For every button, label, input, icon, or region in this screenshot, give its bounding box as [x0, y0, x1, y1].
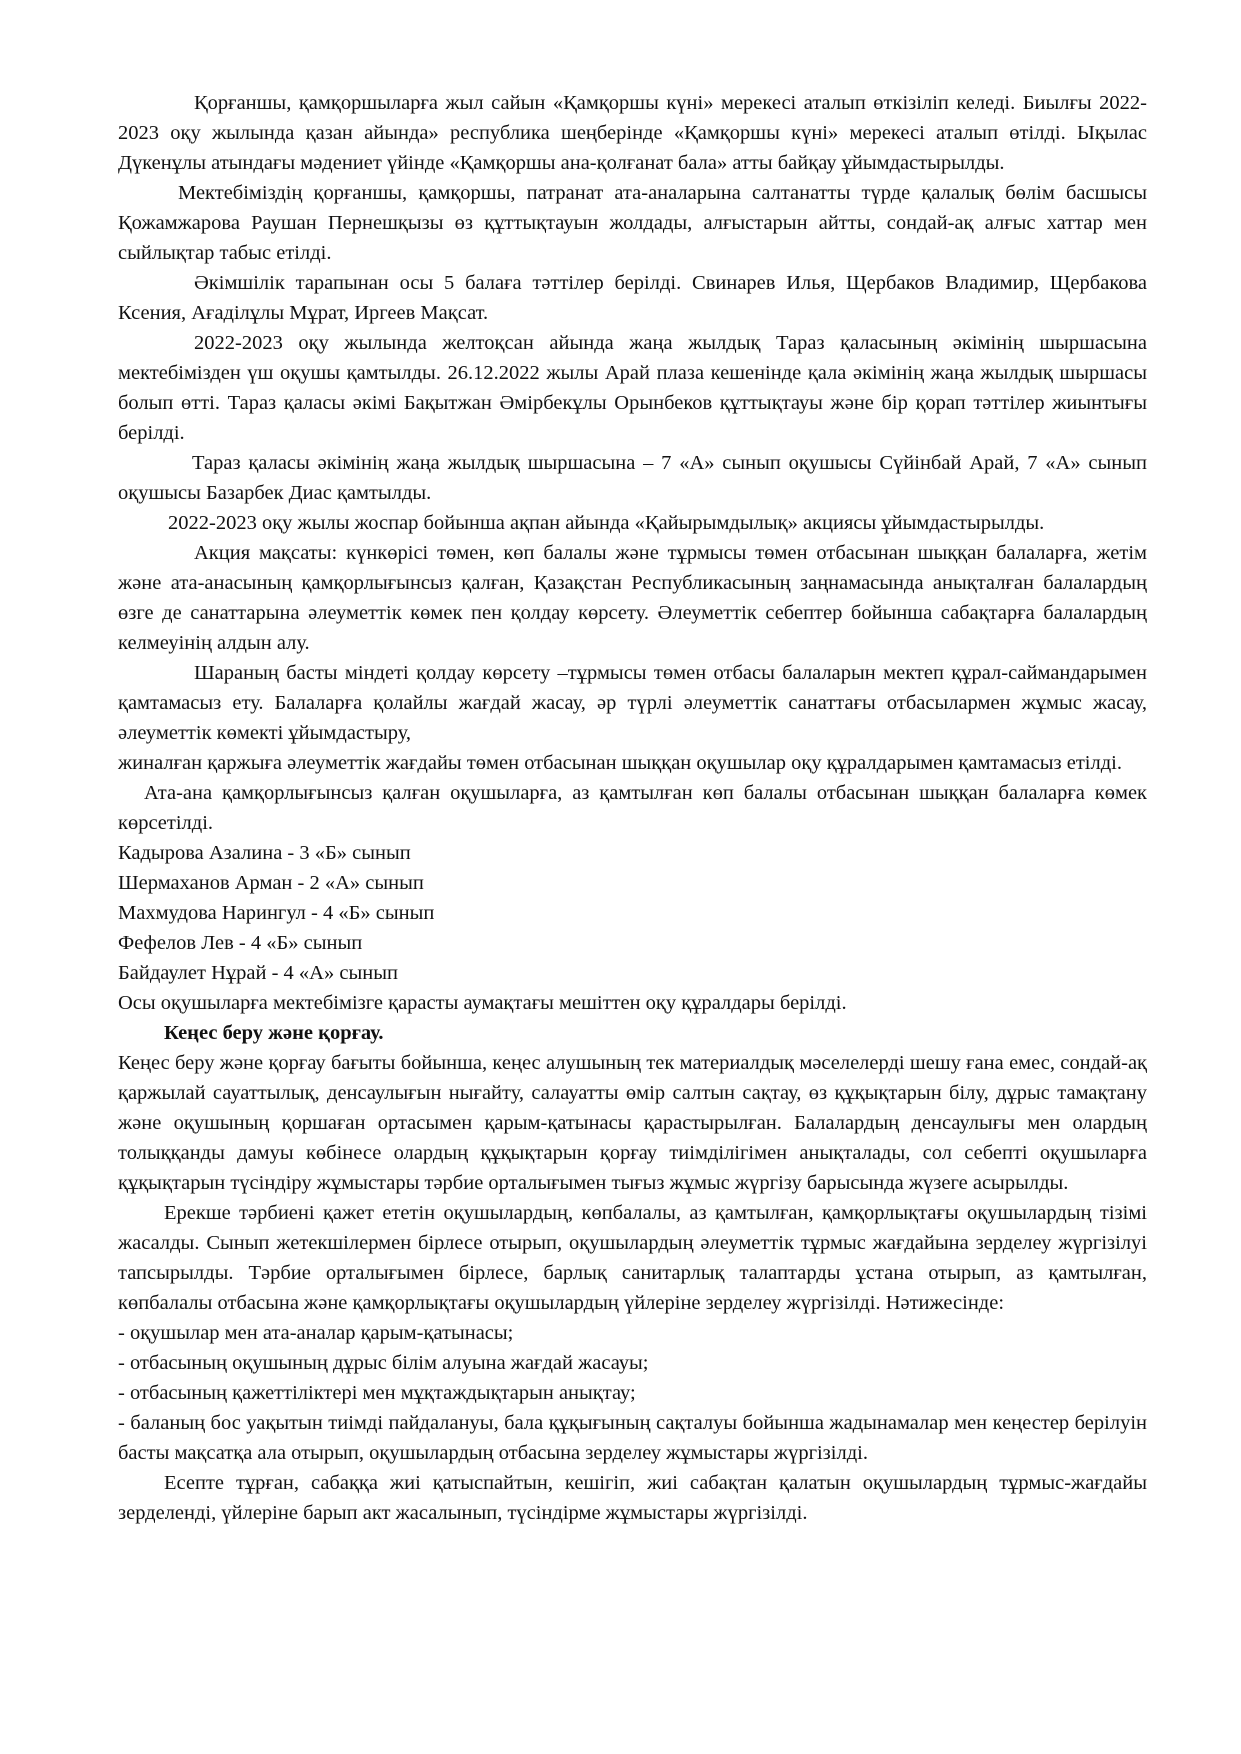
paragraph-counseling: Кеңес беру және қорғау бағыты бойынша, кеңес алушының тек материалдық мәселелерді шешу ғана емес, сондай-ақ қаржылай сауаттылық, денсаулығын нығайту, салауатты өмір салтын сақтау, өз құқықтарын білу, дұрыс тамақтану және оқушының қоршаған ортасымен қарым-қатынасы қарастырылған. Балалардың денсаулығы мен олардың толыққанды дамуы көбінесе олардың құқықтарын қорғау тиімділігімен анықталады, сол себепті оқушыларға құқықтарын түсіндіру жұмыстары тәрбие орталығымен тығыз жұмыс жүргізу барысында жүзеге асырылды.: [118, 1052, 1147, 1194]
paragraph-main-task: Шараның басты міндеті қолдау көрсету –тұрмысы төмен отбасы балаларын мектеп құрал-саймандарымен қамтамасыз ету. Балаларға қолайлы жағдай жасау, әр түрлі әлеуметтік санаттағы отбасылармен жұмыс жасау, әлеуметтік көмекті ұйымдастыру,: [118, 662, 1147, 744]
list-item: - баланың бос уақытын тиімді пайдалануы, бала құқығының сақталуы бойынша жадынамалар мен кеңестер берілуін басты мақсатқа ала отырып, оқушылардың отбасына зерделеу жұмыстары жүргізілді.: [118, 1412, 1147, 1464]
list-item: Фефелов Лев - 4 «Б» сынып: [118, 932, 363, 954]
paragraph-mosque-supplies: Осы оқушыларға мектебімізге қарасты аумақтағы мешіттен оқу құралдары берілді.: [118, 992, 847, 1014]
paragraph-home-visits: Есепте тұрған, сабаққа жиі қатыспайтын, кешігіп, жиі сабақтан қалатын оқушылардың тұрмыс-жағдайы зерделенді, үйлеріне барып акт жасалынып, түсіндірме жұмыстары жүргізілді.: [118, 1472, 1147, 1524]
paragraph-special-needs: Ерекше тәрбиені қажет ететін оқушылардың, көпбалалы, аз қамтылған, қамқорлықтағы оқушылардың тізімі жасалды. Сынып жетекшілермен бірлесе отырып, оқушылардың әлеуметтік тұрмыс жағдайына зерделеу жүргізілуі тапсырылды. Тәрбие орталығымен бірлесе, барлық санитарлық талаптарды ұстана отырып, аз қамтылған, көпбалалы отбасына және қамқорлықтағы оқушылардың үйлеріне зерделеу жүргізілді. Нәтижесінде:: [118, 1202, 1147, 1314]
section-heading: Кеңес беру және қорғау.: [164, 1022, 384, 1044]
results-list: [118, 1318, 1147, 1468]
paragraph-funds: жиналған қаржыға әлеуметтік жағдайы төмен отбасынан шыққан оқушылар оқу құралдарымен қамтамасыз етілді.: [118, 752, 1122, 774]
paragraph-new-year-tree: 2022-2023 оқу жылында желтоқсан айында жаңа жылдық Тараз қаласының әкімінің шыршасына мектебімізден үш оқушы қамтылды. 26.12.2022 жылы Арай плаза кешенінде қала әкімінің жаңа жылдық шыршасы болып өтті. Тараз қаласы әкімі Бақытжан Әмірбекұлы Орынбеков құттықтауы және бір қорап тәттілер жиынтығы берілді.: [118, 332, 1147, 444]
paragraph-help-provided: Ата-ана қамқорлығынсыз қалған оқушыларға, аз қамтылған көп балалы отбасынан шыққан балаларға көмек көрсетілді.: [118, 782, 1147, 834]
list-item: - оқушылар мен ата-аналар қарым-қатынасы;: [118, 1322, 514, 1344]
paragraph-action-goal: Акция мақсаты: күнкөрісі төмен, көп балалы және тұрмысы төмен отбасынан шыққан балаларға, жетім және ата-анасының қамқорлығынсыз қалған, Қазақстан Республикасының заңнамасында анықталған балалардың өзге де санаттарына әлеуметтік көмек пен қолдау көрсету. Әлеуметтік себептер бойынша сабақтарға балалардың келмеуінің алдын алу.: [118, 542, 1147, 654]
list-item: Шермаханов Арман - 2 «А» сынып: [118, 872, 424, 894]
paragraph-congratulations: Мектебіміздің қорғаншы, қамқоршы, патранат ата-аналарына салтанатты түрде қалалық бөлім басшысы Қожамжарова Раушан Пернешқызы өз құттықтауын жолдады, алғыстарын айтты, сондай-ақ алғыс хаттар мен сыйлықтар табыс етілді.: [118, 182, 1147, 264]
list-item: - отбасының қажеттіліктері мен мұқтаждықтарын анықтау;: [118, 1382, 636, 1404]
list-item: Байдаулет Нұрай - 4 «А» сынып: [118, 962, 398, 984]
student-list: [118, 838, 1147, 988]
list-item: Кадырова Азалина - 3 «Б» сынып: [118, 842, 411, 864]
paragraph-guardian-day: Қорғаншы, қамқоршыларға жыл сайын «Қамқоршы күні» мерекесі аталып өткізіліп келеді. Биылғы 2022-2023 оқу жылында қазан айында» республика шеңберінде «Қамқоршы күні» мерекесі аталып өтілді. Ықылас Дүкенұлы атындағы мәдениет үйінде «Қамқоршы ана-қолғанат бала» атты байқау ұйымдастырылды.: [118, 92, 1147, 174]
paragraph-new-year-students: Тараз қаласы әкімінің жаңа жылдық шыршасына – 7 «А» сынып оқушысы Сүйінбай Арай, 7 «А» сынып оқушысы Базарбек Диас қамтылды.: [118, 452, 1147, 504]
list-item: - отбасының оқушының дұрыс білім алуына жағдай жасауы;: [118, 1352, 649, 1374]
paragraph-administration-sweets: Әкімшілік тарапынан осы 5 балаға тәттілер берілді. Свинарев Илья, Щербаков Владимир, Щербакова Ксения, Ағаділұлы Мұрат, Иргеев Мақсат.: [118, 272, 1147, 324]
list-item: Махмудова Нарингул - 4 «Б» сынып: [118, 902, 435, 924]
paragraph-charity-action: 2022-2023 оқу жылы жоспар бойынша ақпан айында «Қайырымдылық» акциясы ұйымдастырылды.: [168, 512, 1045, 534]
